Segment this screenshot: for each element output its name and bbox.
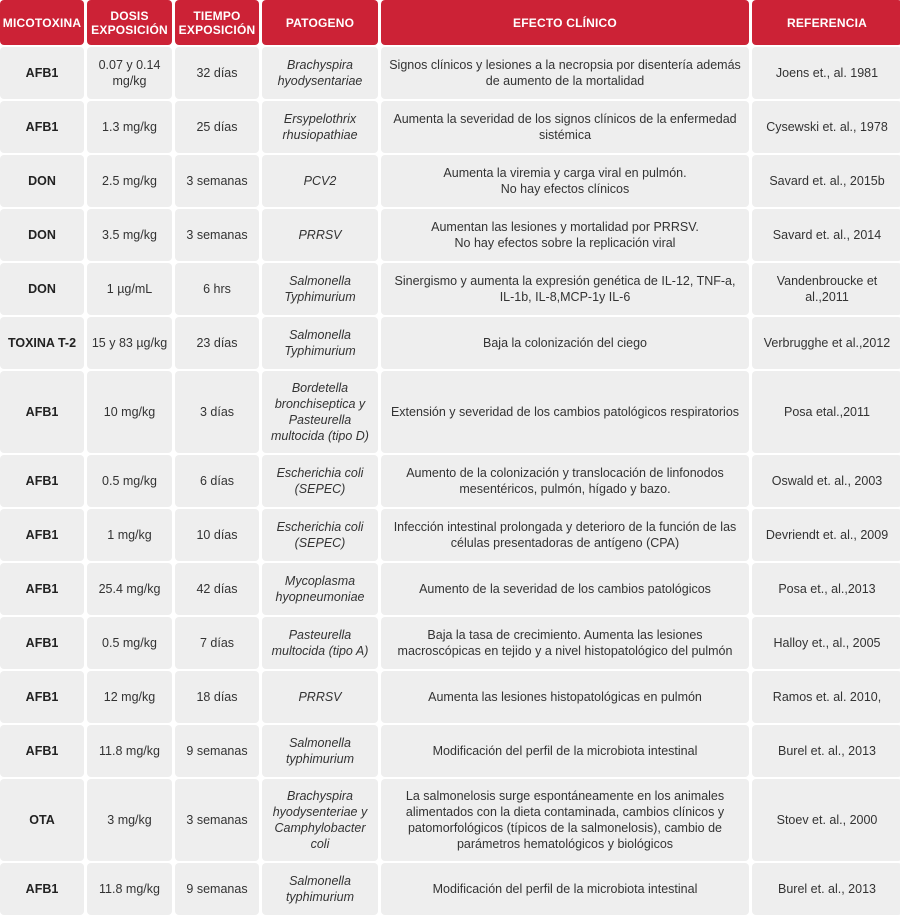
- cell-tiempo: 7 días: [175, 617, 259, 669]
- cell-micotoxina: OTA: [0, 779, 84, 861]
- cell-micotoxina: AFB1: [0, 455, 84, 507]
- cell-tiempo: 6 hrs: [175, 263, 259, 315]
- cell-micotoxina: AFB1: [0, 671, 84, 723]
- cell-efecto: Sinergismo y aumenta la expresión genética de IL-12, TNF-a, IL-1b, IL-8,MCP-1y IL-6: [381, 263, 749, 315]
- cell-tiempo: 23 días: [175, 317, 259, 369]
- cell-efecto: Aumenta la viremia y carga viral en pulmón. No hay efectos clínicos: [381, 155, 749, 207]
- cell-efecto: Aumenta las lesiones histopatológicas en pulmón: [381, 671, 749, 723]
- cell-tiempo: 10 días: [175, 509, 259, 561]
- cell-micotoxina: DON: [0, 155, 84, 207]
- cell-micotoxina: AFB1: [0, 863, 84, 915]
- cell-dosis: 3.5 mg/kg: [87, 209, 172, 261]
- cell-micotoxina: AFB1: [0, 725, 84, 777]
- cell-referencia: Vandenbroucke et al.,2011: [752, 263, 900, 315]
- cell-referencia: Oswald et. al., 2003: [752, 455, 900, 507]
- cell-efecto: Modificación del perfil de la microbiota intestinal: [381, 725, 749, 777]
- cell-tiempo: 18 días: [175, 671, 259, 723]
- cell-patogeno: PRRSV: [262, 209, 378, 261]
- cell-patogeno: PRRSV: [262, 671, 378, 723]
- cell-tiempo: 3 semanas: [175, 209, 259, 261]
- cell-dosis: 0.07 y 0.14 mg/kg: [87, 47, 172, 99]
- header-dosis: DOSIS EXPOSICIÓN: [87, 0, 172, 45]
- cell-efecto: Infección intestinal prolongada y deterioro de la función de las células presentadoras de antígeno (CPA): [381, 509, 749, 561]
- cell-tiempo: 3 semanas: [175, 155, 259, 207]
- cell-dosis: 0.5 mg/kg: [87, 617, 172, 669]
- cell-dosis: 1 µg/mL: [87, 263, 172, 315]
- cell-dosis: 15 y 83 µg/kg: [87, 317, 172, 369]
- cell-dosis: 11.8 mg/kg: [87, 863, 172, 915]
- cell-dosis: 0.5 mg/kg: [87, 455, 172, 507]
- cell-efecto: Signos clínicos y lesiones a la necropsia por disentería además de aumento de la mortalidad: [381, 47, 749, 99]
- cell-referencia: Verbrugghe et al.,2012: [752, 317, 900, 369]
- cell-referencia: Cysewski et. al., 1978: [752, 101, 900, 153]
- cell-dosis: 2.5 mg/kg: [87, 155, 172, 207]
- header-micotoxina: MICOTOXINA: [0, 0, 84, 45]
- cell-referencia: Savard et. al., 2014: [752, 209, 900, 261]
- cell-patogeno: PCV2: [262, 155, 378, 207]
- cell-dosis: 1.3 mg/kg: [87, 101, 172, 153]
- cell-efecto: Aumento de la severidad de los cambios patológicos: [381, 563, 749, 615]
- cell-dosis: 11.8 mg/kg: [87, 725, 172, 777]
- cell-micotoxina: AFB1: [0, 617, 84, 669]
- cell-micotoxina: AFB1: [0, 563, 84, 615]
- cell-efecto: Aumenta la severidad de los signos clínicos de la enfermedad sistémica: [381, 101, 749, 153]
- cell-patogeno: Pasteurella multocida (tipo A): [262, 617, 378, 669]
- cell-dosis: 1 mg/kg: [87, 509, 172, 561]
- cell-referencia: Stoev et. al., 2000: [752, 779, 900, 861]
- cell-dosis: 3 mg/kg: [87, 779, 172, 861]
- cell-referencia: Posa et., al.,2013: [752, 563, 900, 615]
- cell-micotoxina: AFB1: [0, 47, 84, 99]
- header-referencia: REFERENCIA: [752, 0, 900, 45]
- cell-patogeno: Salmonella typhimurium: [262, 725, 378, 777]
- cell-efecto: Aumentan las lesiones y mortalidad por PRRSV. No hay efectos sobre la replicación viral: [381, 209, 749, 261]
- cell-referencia: Joens et., al. 1981: [752, 47, 900, 99]
- header-patogeno: PATOGENO: [262, 0, 378, 45]
- cell-tiempo: 3 semanas: [175, 779, 259, 861]
- cell-micotoxina: DON: [0, 263, 84, 315]
- cell-micotoxina: TOXINA T-2: [0, 317, 84, 369]
- cell-patogeno: Ersypelothrix rhusiopathiae: [262, 101, 378, 153]
- cell-referencia: Burel et. al., 2013: [752, 863, 900, 915]
- cell-patogeno: Mycoplasma hyopneumoniae: [262, 563, 378, 615]
- cell-tiempo: 6 días: [175, 455, 259, 507]
- header-efecto: EFECTO CLÍNICO: [381, 0, 749, 45]
- cell-micotoxina: AFB1: [0, 371, 84, 453]
- cell-efecto: Baja la tasa de crecimiento. Aumenta las lesiones macroscópicas en tejido y a nivel histopatológico del pulmón: [381, 617, 749, 669]
- cell-tiempo: 32 días: [175, 47, 259, 99]
- cell-referencia: Halloy et., al., 2005: [752, 617, 900, 669]
- header-tiempo: TIEMPO EXPOSICIÓN: [175, 0, 259, 45]
- cell-micotoxina: DON: [0, 209, 84, 261]
- cell-micotoxina: AFB1: [0, 101, 84, 153]
- cell-tiempo: 3 días: [175, 371, 259, 453]
- cell-efecto: Modificación del perfil de la microbiota intestinal: [381, 863, 749, 915]
- cell-referencia: Burel et. al., 2013: [752, 725, 900, 777]
- cell-patogeno: Bordetella bronchiseptica y Pasteurella multocida (tipo D): [262, 371, 378, 453]
- cell-referencia: Ramos et. al. 2010,: [752, 671, 900, 723]
- cell-tiempo: 9 semanas: [175, 725, 259, 777]
- cell-efecto: Extensión y severidad de los cambios patológicos respiratorios: [381, 371, 749, 453]
- cell-tiempo: 9 semanas: [175, 863, 259, 915]
- cell-patogeno: Brachyspira hyodysenteriae y Camphylobacter coli: [262, 779, 378, 861]
- cell-efecto: Baja la colonización del ciego: [381, 317, 749, 369]
- cell-dosis: 25.4 mg/kg: [87, 563, 172, 615]
- cell-patogeno: Escherichia coli (SEPEC): [262, 509, 378, 561]
- cell-efecto: Aumento de la colonización y translocación de linfonodos mesentéricos, pulmón, hígado y bazo.: [381, 455, 749, 507]
- cell-patogeno: Salmonella typhimurium: [262, 863, 378, 915]
- cell-micotoxina: AFB1: [0, 509, 84, 561]
- cell-dosis: 12 mg/kg: [87, 671, 172, 723]
- cell-referencia: Savard et. al., 2015b: [752, 155, 900, 207]
- cell-patogeno: Salmonella Typhimurium: [262, 263, 378, 315]
- cell-tiempo: 25 días: [175, 101, 259, 153]
- cell-tiempo: 42 días: [175, 563, 259, 615]
- cell-dosis: 10 mg/kg: [87, 371, 172, 453]
- cell-referencia: Devriendt et. al., 2009: [752, 509, 900, 561]
- cell-efecto: La salmonelosis surge espontáneamente en los animales alimentados con la dieta contaminada, cambios clínicos y patomorfológicos (típicos de la salmonelosis), cambio de parámetros hematológicos y biológicos: [381, 779, 749, 861]
- cell-referencia: Posa etal.,2011: [752, 371, 900, 453]
- cell-patogeno: Escherichia coli (SEPEC): [262, 455, 378, 507]
- cell-patogeno: Brachyspira hyodysentariae: [262, 47, 378, 99]
- cell-patogeno: Salmonella Typhimurium: [262, 317, 378, 369]
